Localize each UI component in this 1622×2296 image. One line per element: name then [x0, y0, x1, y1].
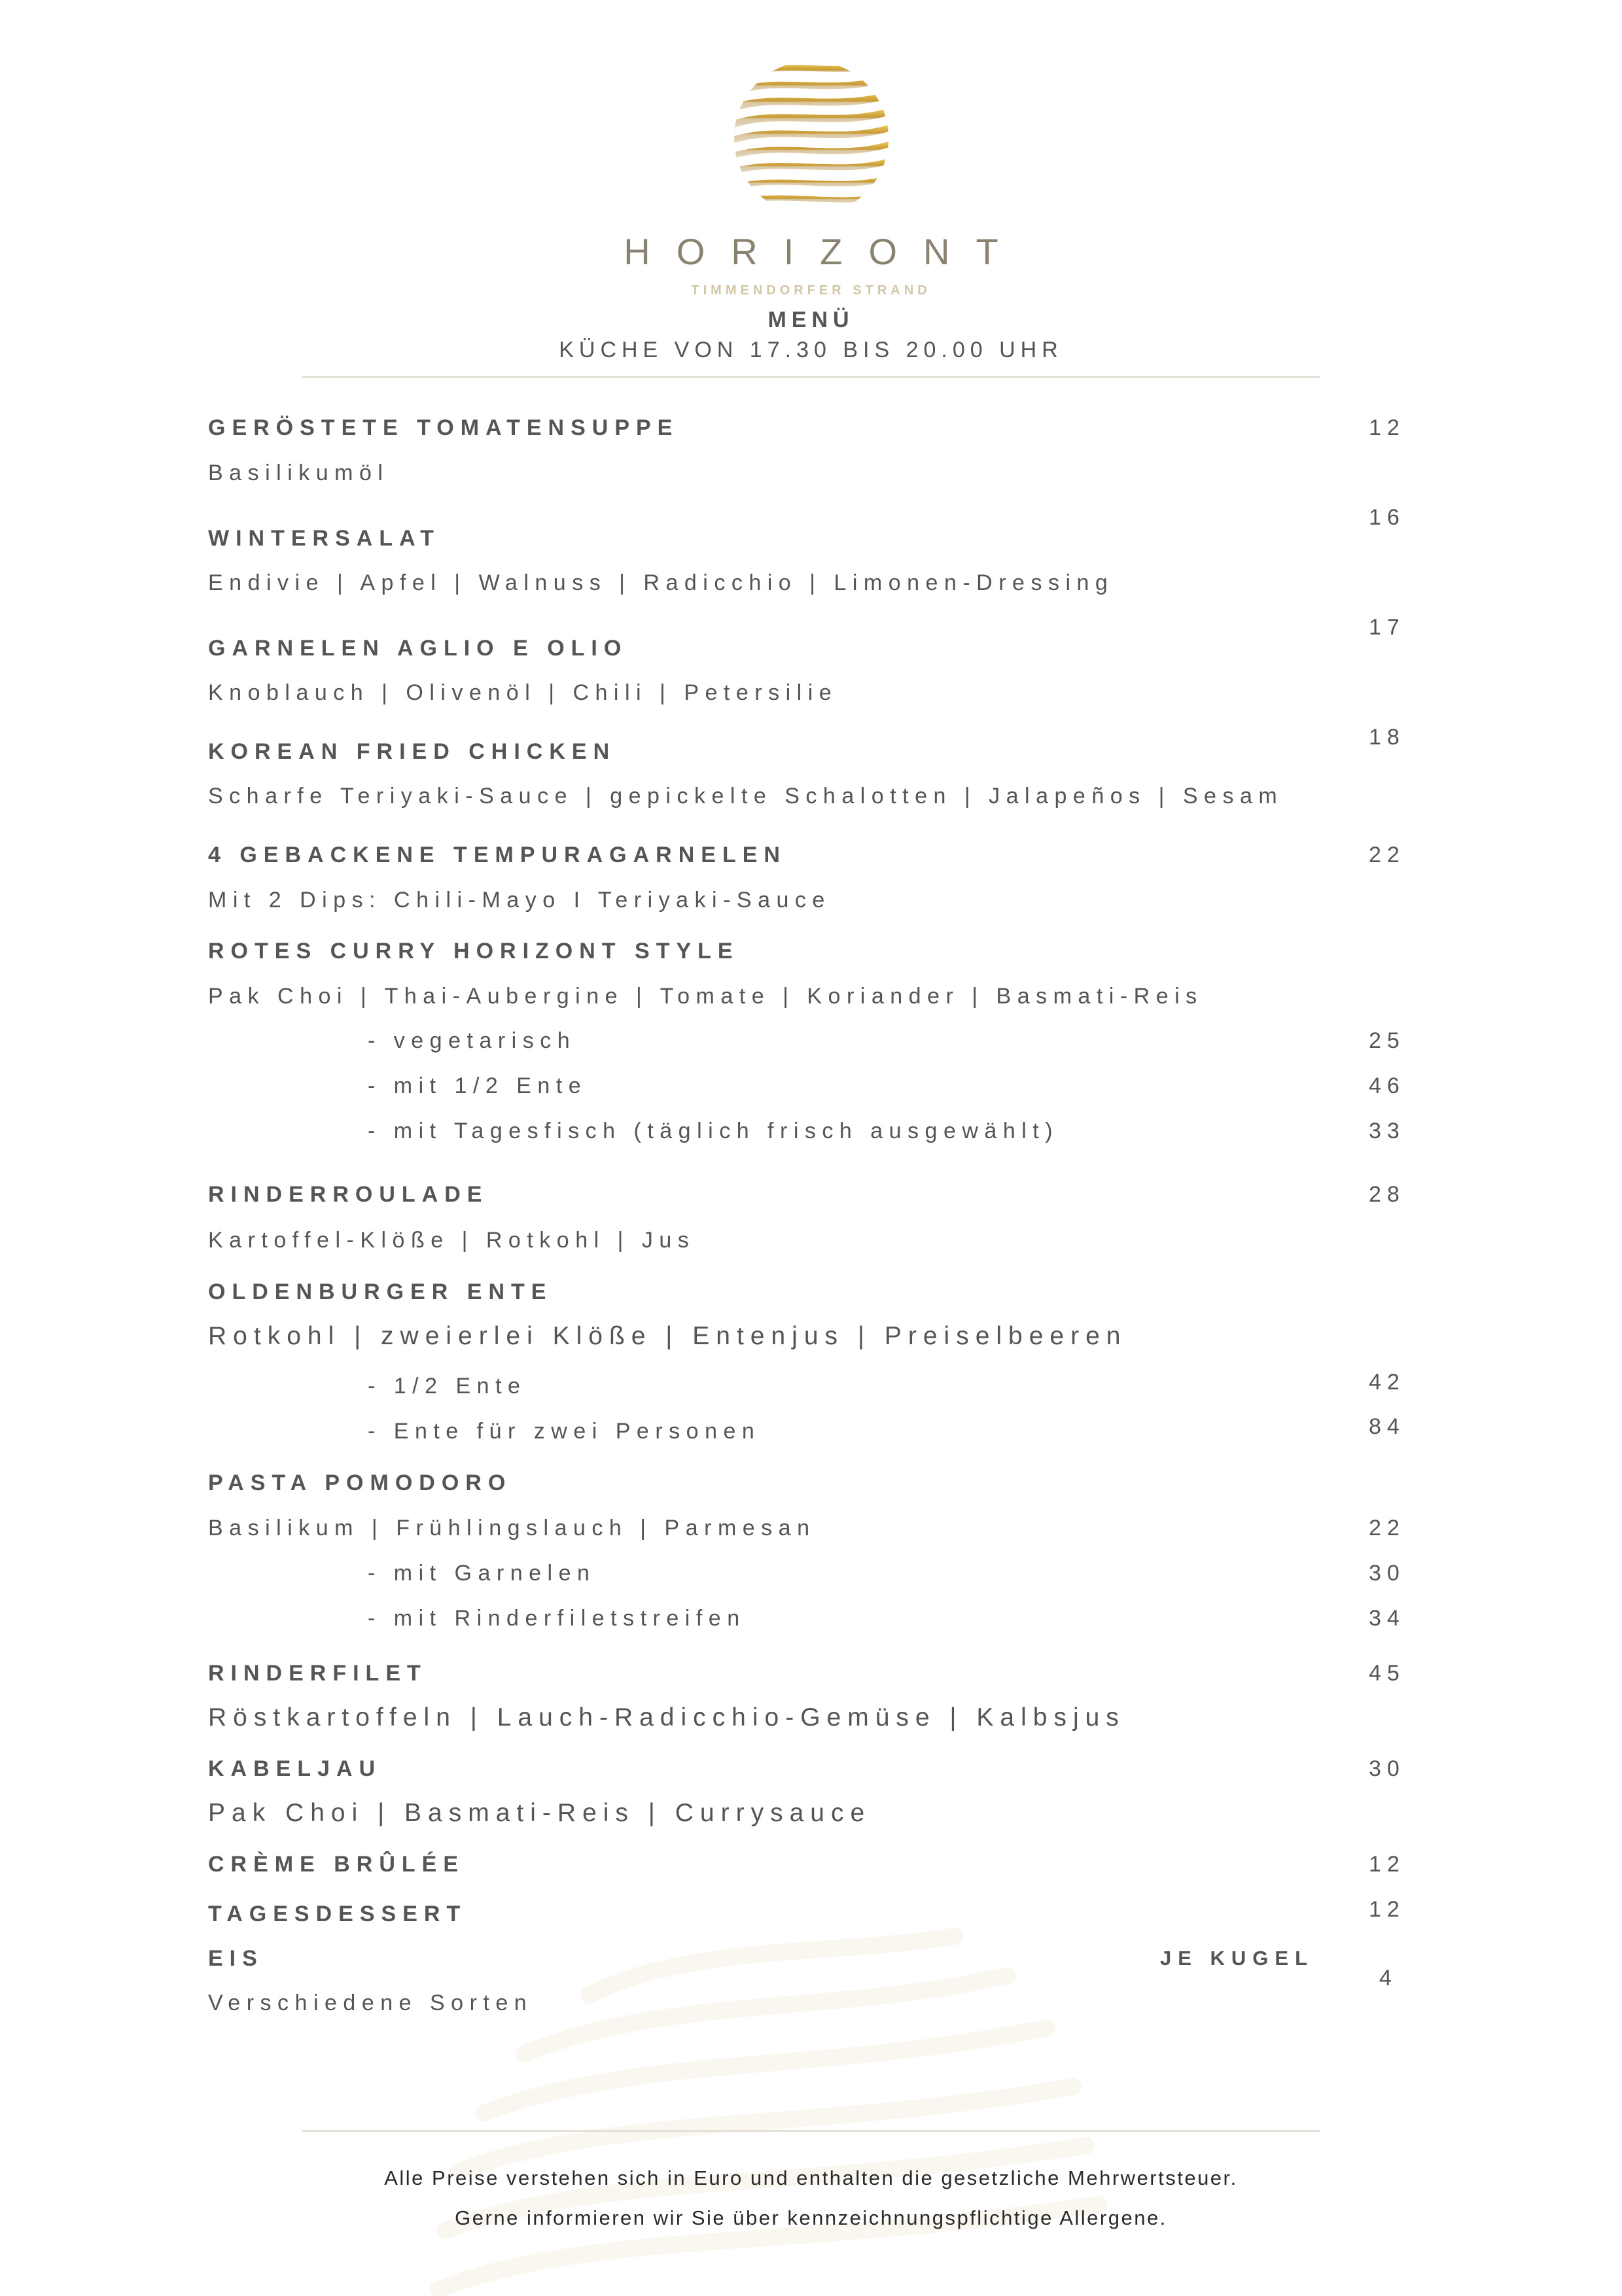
item-name: KABELJAU: [208, 1756, 382, 1781]
brand-name: HORIZONT: [624, 231, 1025, 272]
item-name: GERÖSTETE TOMATENSUPPE: [208, 415, 679, 440]
item-option: - mit Garnelen: [368, 1561, 596, 1586]
item-name: KOREAN FRIED CHICKEN: [208, 739, 616, 764]
item-description: Basilikumöl: [208, 461, 389, 485]
item-name: EIS: [208, 1946, 264, 1971]
item-price: 18: [1369, 725, 1405, 750]
item-description: Scharfe Teriyaki-Sauce | gepickelte Schalotten | Jalapeños | Sesam: [208, 784, 1284, 809]
item-name: RINDERFILET: [208, 1661, 427, 1686]
item-option: - mit Rinderfiletstreifen: [368, 1606, 746, 1631]
item-name: RINDERROULADE: [208, 1182, 489, 1207]
footer-allergen-note: Gerne informieren wir Sie über kennzeichnungspflichtige Allergene.: [455, 2206, 1167, 2229]
option-price: 42: [1369, 1370, 1405, 1395]
item-description: Kartoffel-Klöße | Rotkohl | Jus: [208, 1228, 696, 1253]
item-name: GARNELEN AGLIO E OLIO: [208, 636, 628, 661]
item-description: Basilikum | Frühlingslauch | Parmesan: [208, 1516, 816, 1540]
horizont-logo-icon: [728, 58, 894, 218]
item-price: 45: [1369, 1661, 1405, 1686]
option-price: 84: [1369, 1414, 1405, 1439]
option-price: 46: [1369, 1073, 1405, 1098]
item-name: WINTERSALAT: [208, 526, 440, 551]
item-name: 4 GEBACKENE TEMPURAGARNELEN: [208, 843, 786, 867]
wave-watermark-icon: [419, 1917, 1335, 2296]
brand-location: TIMMENDORFER STRAND: [691, 283, 931, 298]
footer-price-note: Alle Preise verstehen sich in Euro und enthalten die gesetzliche Mehrwertsteuer.: [384, 2166, 1238, 2189]
item-price: 22: [1369, 843, 1405, 867]
item-description: Endivie | Apfel | Walnuss | Radicchio | Limonen-Dressing: [208, 570, 1114, 595]
item-name: PASTA POMODORO: [208, 1470, 512, 1495]
item-description: Röstkartoffeln | Lauch-Radicchio-Gemüse | Kalbsjus: [208, 1703, 1125, 1731]
item-option: - mit 1/2 Ente: [368, 1073, 588, 1098]
item-price: 22: [1369, 1516, 1405, 1540]
kitchen-hours: KÜCHE VON 17.30 BIS 20.00 UHR: [559, 338, 1063, 362]
item-price: 17: [1369, 615, 1405, 640]
item-price: 16: [1369, 505, 1405, 530]
item-option: - mit Tagesfisch (täglich frisch ausgewählt): [368, 1119, 1059, 1143]
item-description: Pak Choi | Basmati-Reis | Currysauce: [208, 1799, 872, 1827]
item-option: - vegetarisch: [368, 1028, 576, 1053]
item-description: Rotkohl | zweierlei Klöße | Entenjus | Preiselbeeren: [208, 1322, 1127, 1350]
item-price: 30: [1369, 1756, 1405, 1781]
item-option: - Ente für zwei Personen: [368, 1419, 761, 1444]
item-description: Mit 2 Dips: Chili-Mayo I Teriyaki-Sauce: [208, 888, 831, 913]
footer-divider: [302, 2130, 1320, 2132]
item-name: ROTES CURRY HORIZONT STYLE: [208, 939, 739, 964]
item-name: OLDENBURGER ENTE: [208, 1279, 553, 1304]
item-price: 4: [1379, 1966, 1398, 1991]
item-price: 12: [1369, 1897, 1405, 1922]
header-divider: [302, 376, 1320, 378]
item-description: Pak Choi | Thai-Aubergine | Tomate | Koriander | Basmati-Reis: [208, 984, 1203, 1009]
item-option: - 1/2 Ente: [368, 1374, 527, 1399]
option-price: 34: [1369, 1606, 1405, 1631]
item-name: TAGESDESSERT: [208, 1902, 467, 1926]
option-price: 30: [1369, 1561, 1405, 1586]
item-unit: JE KUGEL: [1160, 1947, 1314, 1970]
item-description: Knoblauch | Olivenöl | Chili | Petersilie: [208, 680, 838, 705]
option-price: 33: [1369, 1119, 1405, 1143]
item-name: CRÈME BRÛLÉE: [208, 1852, 465, 1877]
page-title: MENÜ: [767, 307, 855, 332]
item-price: 28: [1369, 1182, 1405, 1207]
item-price: 12: [1369, 1852, 1405, 1877]
option-price: 25: [1369, 1028, 1405, 1053]
item-description: Verschiedene Sorten: [208, 1991, 533, 2015]
item-price: 12: [1369, 415, 1405, 440]
